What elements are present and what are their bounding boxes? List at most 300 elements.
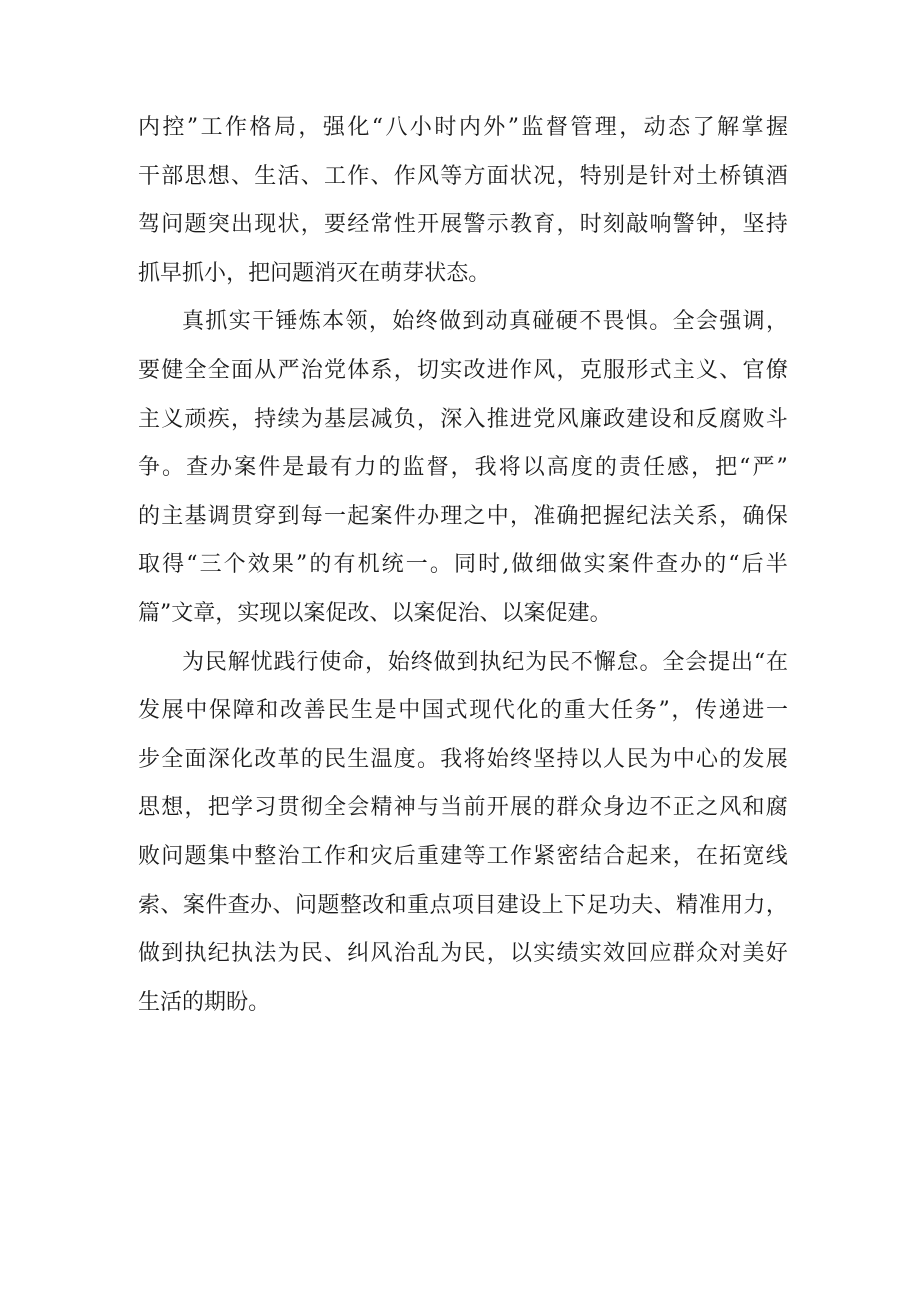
text-glyph: 下 xyxy=(564,892,587,918)
text-glyph: 僚 xyxy=(765,357,788,383)
text-glyph: 为 xyxy=(525,649,548,675)
text-glyph: 建 xyxy=(440,843,463,869)
text-glyph: 体 xyxy=(347,357,370,383)
text-glyph: 把 xyxy=(207,795,230,821)
text-glyph: 动 xyxy=(485,309,508,335)
text-glyph: 以 xyxy=(281,600,304,626)
text-glyph: 层 xyxy=(347,406,370,432)
text-glyph: 负 xyxy=(393,406,416,432)
text-glyph: 生 xyxy=(347,746,370,772)
text-glyph: 障 xyxy=(232,698,255,724)
text-glyph: 现 xyxy=(469,698,492,724)
text-glyph: 大 xyxy=(587,698,610,724)
text-glyph: 和 xyxy=(742,795,765,821)
text-glyph: 神 xyxy=(393,795,416,821)
text-glyph: 。 xyxy=(248,989,271,1015)
text-glyph: ， xyxy=(510,503,533,529)
text-glyph: 酒 xyxy=(765,163,788,189)
text-glyph: 众 xyxy=(579,795,602,821)
text-glyph: 做 xyxy=(511,552,534,578)
text-glyph: 实 xyxy=(440,357,463,383)
text-glyph: 响 xyxy=(649,212,672,238)
text-glyph: 改 xyxy=(362,892,385,918)
text-glyph: 实 xyxy=(228,309,251,335)
text-glyph: 系 xyxy=(370,357,393,383)
text-glyph: 把 xyxy=(715,455,738,481)
text-glyph: 有 xyxy=(333,552,356,578)
text-glyph: 的 xyxy=(309,552,332,578)
text-glyph: 整 xyxy=(254,843,277,869)
text-glyph: 案 xyxy=(303,600,326,626)
text-line xyxy=(138,687,788,736)
text-glyph: 状 xyxy=(277,212,300,238)
text-glyph: 到 xyxy=(161,941,184,967)
text-glyph: 章 xyxy=(193,600,216,626)
text-glyph: 建 xyxy=(626,406,649,432)
text-glyph: 在 xyxy=(696,843,719,869)
text-glyph: 开 xyxy=(417,212,440,238)
text-glyph: 起 xyxy=(626,843,649,869)
text-glyph: 的 xyxy=(378,455,401,481)
text-glyph: 将 xyxy=(498,455,521,481)
text-glyph: 革 xyxy=(277,746,300,772)
text-glyph: 会 xyxy=(347,795,370,821)
text-glyph: 作 xyxy=(393,163,416,189)
text-glyph: 到 xyxy=(456,649,479,675)
text-glyph: 时 xyxy=(579,212,602,238)
text-glyph: 案 xyxy=(370,503,393,529)
text-glyph: 习 xyxy=(254,795,277,821)
text-glyph: 风 xyxy=(556,406,579,432)
text-glyph: 、 xyxy=(370,163,393,189)
text-glyph: 力 xyxy=(354,455,377,481)
text-glyph: 经 xyxy=(347,212,370,238)
text-glyph: 任 xyxy=(642,455,665,481)
text-glyph: 常 xyxy=(370,212,393,238)
text-glyph: 实 xyxy=(579,941,602,967)
text-glyph: 传 xyxy=(694,698,717,724)
text-glyph: 查 xyxy=(655,552,678,578)
text-glyph: 做 xyxy=(433,649,456,675)
text-glyph: 建 xyxy=(496,892,519,918)
text-glyph: 以 xyxy=(501,600,524,626)
text-glyph: 执 xyxy=(231,941,254,967)
text-glyph: 态 xyxy=(446,260,469,286)
text-glyph: 。 xyxy=(417,746,440,772)
text-glyph: 保 xyxy=(208,698,231,724)
text-glyph: 桥 xyxy=(719,163,742,189)
text-glyph: 之 xyxy=(696,795,719,821)
text-glyph: 督 xyxy=(545,115,568,140)
text-glyph: 争 xyxy=(138,455,161,481)
text-glyph: 文 xyxy=(171,600,194,626)
text-glyph: 重 xyxy=(417,843,440,869)
text-line xyxy=(138,979,788,1028)
text-glyph: 出 xyxy=(231,212,254,238)
text-glyph: 夫 xyxy=(631,892,654,918)
text-glyph: 当 xyxy=(440,795,463,821)
text-glyph: ， xyxy=(765,309,788,335)
text-glyph: 、 xyxy=(479,600,502,626)
text-glyph: 集 xyxy=(207,843,230,869)
text-glyph: 全 xyxy=(184,357,207,383)
text-glyph: 硬 xyxy=(555,309,578,335)
text-glyph: 等 xyxy=(463,843,486,869)
text-glyph: 来 xyxy=(649,843,672,869)
text-glyph: 三 xyxy=(199,552,222,578)
text-glyph: 治 xyxy=(277,843,300,869)
text-glyph: 斗 xyxy=(765,406,788,432)
text-glyph: ， xyxy=(719,503,742,529)
text-glyph: 调 xyxy=(207,503,230,529)
text-glyph: 出 xyxy=(731,649,754,675)
text-glyph: 坚 xyxy=(742,212,765,238)
text-glyph: 纪 xyxy=(207,941,230,967)
text-glyph: 做 xyxy=(559,552,582,578)
text-line xyxy=(138,639,788,688)
text-glyph: 方 xyxy=(463,163,486,189)
text-glyph: 内 xyxy=(138,115,161,140)
text-glyph: 风 xyxy=(417,163,440,189)
text-glyph: “ xyxy=(371,115,384,140)
text-glyph: 的 xyxy=(704,552,727,578)
text-glyph: 警 xyxy=(672,212,695,238)
text-line xyxy=(138,736,788,785)
text-glyph: 基 xyxy=(324,406,347,432)
text-glyph: 务 xyxy=(634,698,657,724)
text-glyph: 风 xyxy=(370,941,393,967)
text-glyph: 重 xyxy=(407,892,430,918)
text-glyph: 期 xyxy=(204,989,227,1015)
text-glyph: 目 xyxy=(474,892,497,918)
text-glyph: 终 xyxy=(510,746,533,772)
text-glyph: 政 xyxy=(603,406,626,432)
text-glyph: 、 xyxy=(719,357,742,383)
text-glyph: 持 xyxy=(765,212,788,238)
text-glyph: 问 xyxy=(161,212,184,238)
text-glyph: 驾 xyxy=(138,212,161,238)
text-glyph: 做 xyxy=(438,309,461,335)
text-glyph: 廉 xyxy=(579,406,602,432)
text-glyph: 群 xyxy=(556,795,579,821)
text-glyph: ， xyxy=(298,115,321,140)
text-glyph: 工 xyxy=(200,115,223,140)
text-glyph: 件 xyxy=(393,503,416,529)
text-glyph: 针 xyxy=(649,163,672,189)
text-line xyxy=(138,493,788,542)
text-glyph: 贯 xyxy=(277,795,300,821)
text-line xyxy=(138,784,788,833)
text-glyph: 之 xyxy=(463,503,486,529)
text-glyph: 查 xyxy=(227,892,250,918)
text-glyph: 把 xyxy=(579,503,602,529)
text-glyph: 育 xyxy=(533,212,556,238)
text-glyph: 改 xyxy=(347,600,370,626)
text-glyph: 强 xyxy=(322,115,345,140)
text-glyph: 推 xyxy=(486,406,509,432)
text-glyph: 忧 xyxy=(250,649,273,675)
text-glyph: 锤 xyxy=(275,309,298,335)
text-glyph: 健 xyxy=(161,357,184,383)
text-glyph: 。 xyxy=(639,649,662,675)
text-glyph: 践 xyxy=(273,649,296,675)
text-glyph: 发 xyxy=(742,746,765,772)
text-glyph: 线 xyxy=(765,843,788,869)
text-glyph: 案 xyxy=(413,600,436,626)
text-glyph: 的 xyxy=(594,455,617,481)
text-glyph: 惧 xyxy=(625,309,648,335)
text-glyph: 减 xyxy=(370,406,393,432)
text-glyph: 续 xyxy=(277,406,300,432)
text-glyph: 理 xyxy=(440,503,463,529)
text-glyph: 、 xyxy=(324,941,347,967)
text-glyph: 题 xyxy=(184,212,207,238)
text-glyph: 穿 xyxy=(254,503,277,529)
text-line xyxy=(138,930,788,979)
text-glyph: 严 xyxy=(277,357,300,383)
text-glyph: 、 xyxy=(369,600,392,626)
text-glyph: 懈 xyxy=(593,649,616,675)
text-glyph: 办 xyxy=(680,552,703,578)
text-glyph: 中 xyxy=(672,746,695,772)
text-glyph: 顽 xyxy=(184,406,207,432)
text-glyph: 的 xyxy=(719,746,742,772)
text-glyph: 紧 xyxy=(533,843,556,869)
text-glyph: ， xyxy=(672,843,695,869)
text-glyph: 部 xyxy=(161,163,184,189)
text-glyph: 和 xyxy=(384,892,407,918)
text-glyph: 形 xyxy=(626,357,649,383)
text-glyph: 深 xyxy=(440,406,463,432)
text-glyph: 化 xyxy=(516,698,539,724)
text-glyph: 不 xyxy=(570,649,593,675)
text-glyph: 保 xyxy=(765,503,788,529)
text-glyph: 小 xyxy=(409,115,432,140)
text-glyph: 纪 xyxy=(626,503,649,529)
text-glyph: 法 xyxy=(254,941,277,967)
text-glyph: 工 xyxy=(486,843,509,869)
text-glyph: 。 xyxy=(589,600,612,626)
text-glyph: 以 xyxy=(510,941,533,967)
text-glyph: 贯 xyxy=(231,503,254,529)
text-glyph: 面 xyxy=(231,357,254,383)
text-glyph: 畏 xyxy=(602,309,625,335)
text-glyph: 作 xyxy=(510,357,533,383)
text-glyph: 败 xyxy=(138,843,161,869)
text-glyph: 要 xyxy=(324,212,347,238)
text-glyph: 本 xyxy=(322,309,345,335)
text-glyph: 进 xyxy=(510,406,533,432)
text-glyph: 改 xyxy=(463,357,486,383)
text-glyph: 为 xyxy=(277,941,300,967)
text-glyph: 使 xyxy=(319,649,342,675)
text-glyph: 消 xyxy=(314,260,337,286)
text-glyph: 篇 xyxy=(138,600,161,626)
text-glyph: 强 xyxy=(719,309,742,335)
text-glyph: 密 xyxy=(556,843,579,869)
text-glyph: 突 xyxy=(207,212,230,238)
text-glyph: 碰 xyxy=(532,309,555,335)
text-glyph: 索 xyxy=(138,892,161,918)
text-glyph: 抓 xyxy=(182,260,205,286)
text-glyph: 真 xyxy=(509,309,532,335)
text-glyph: 败 xyxy=(742,406,765,432)
text-glyph: 化 xyxy=(231,746,254,772)
text-glyph: 确 xyxy=(742,503,765,529)
text-glyph: ， xyxy=(184,795,207,821)
text-line xyxy=(138,833,788,882)
text-glyph: 民 xyxy=(463,941,486,967)
text-glyph: 绩 xyxy=(556,941,579,967)
text-glyph: 进 xyxy=(486,357,509,383)
text-glyph: 式 xyxy=(445,698,468,724)
text-glyph: 展 xyxy=(440,212,463,238)
text-glyph: 生 xyxy=(350,698,373,724)
text-glyph: 美 xyxy=(742,941,765,967)
text-glyph: 。 xyxy=(429,552,452,578)
text-glyph: ， xyxy=(417,406,440,432)
text-glyph: 义 xyxy=(161,406,184,432)
text-glyph: 干 xyxy=(138,163,161,189)
text-glyph: ， xyxy=(691,455,714,481)
text-glyph: 想 xyxy=(161,795,184,821)
text-glyph: “ xyxy=(728,552,740,578)
text-line xyxy=(138,590,788,639)
text-glyph: 在 xyxy=(765,649,788,675)
text-glyph: 个 xyxy=(223,552,246,578)
text-glyph: 的 xyxy=(300,746,323,772)
text-glyph: 中 xyxy=(231,843,254,869)
text-glyph: 应 xyxy=(649,941,672,967)
text-glyph: 控 xyxy=(162,115,185,140)
text-glyph: 用 xyxy=(720,892,743,918)
text-glyph: 效 xyxy=(247,552,270,578)
text-glyph: 会 xyxy=(685,649,708,675)
text-glyph: 特 xyxy=(579,163,602,189)
text-glyph: 的 xyxy=(182,989,205,1015)
text-glyph: “ xyxy=(753,649,766,675)
text-glyph: 精 xyxy=(676,892,699,918)
text-glyph: 对 xyxy=(719,941,742,967)
text-glyph: 代 xyxy=(492,698,515,724)
text-glyph: 在 xyxy=(358,260,381,286)
text-glyph: 最 xyxy=(306,455,329,481)
text-glyph: 别 xyxy=(603,163,626,189)
text-glyph: 治 xyxy=(457,600,480,626)
text-glyph: “ xyxy=(739,455,751,481)
text-glyph: 促 xyxy=(435,600,458,626)
text-glyph: 纪 xyxy=(502,649,525,675)
text-glyph: 解 xyxy=(227,649,250,675)
text-glyph: 全 xyxy=(672,309,695,335)
text-glyph: 点 xyxy=(429,892,452,918)
text-glyph: 功 xyxy=(608,892,631,918)
text-glyph: 题 xyxy=(292,260,315,286)
text-glyph: 监 xyxy=(521,115,544,140)
text-glyph: 办 xyxy=(250,892,273,918)
text-glyph: 递 xyxy=(718,698,741,724)
text-glyph: 宽 xyxy=(742,843,765,869)
text-glyph: 怠 xyxy=(616,649,639,675)
text-glyph: ， xyxy=(450,455,473,481)
text-glyph: ” xyxy=(160,600,172,626)
text-glyph: 身 xyxy=(603,795,626,821)
text-glyph: 的 xyxy=(533,795,556,821)
text-glyph: 纠 xyxy=(347,941,370,967)
text-glyph: 案 xyxy=(523,600,546,626)
text-glyph: 办 xyxy=(417,503,440,529)
text-glyph: 克 xyxy=(579,357,602,383)
text-glyph: 将 xyxy=(463,746,486,772)
text-glyph: 乱 xyxy=(417,941,440,967)
text-glyph: 坚 xyxy=(533,746,556,772)
text-glyph: ， xyxy=(486,941,509,967)
text-glyph: 一 xyxy=(405,552,428,578)
text-glyph: 风 xyxy=(533,357,556,383)
text-glyph: 好 xyxy=(765,941,788,967)
text-glyph: 准 xyxy=(533,503,556,529)
text-glyph: 芽 xyxy=(402,260,425,286)
text-glyph: 改 xyxy=(254,746,277,772)
text-glyph: “ xyxy=(186,552,198,578)
text-glyph: 领 xyxy=(345,309,368,335)
text-glyph: 真 xyxy=(182,309,205,335)
text-glyph: 件 xyxy=(631,552,654,578)
text-glyph: 问 xyxy=(270,260,293,286)
text-glyph: 问 xyxy=(294,892,317,918)
text-glyph: 抓 xyxy=(138,260,161,286)
text-glyph: 想 xyxy=(207,163,230,189)
text-glyph: 等 xyxy=(440,163,463,189)
text-glyph: 建 xyxy=(567,600,590,626)
text-glyph: 握 xyxy=(603,503,626,529)
text-glyph: 案 xyxy=(182,892,205,918)
text-glyph: 高 xyxy=(546,455,569,481)
text-glyph: 始 xyxy=(387,649,410,675)
text-glyph: ” xyxy=(658,698,670,724)
text-line xyxy=(138,298,788,347)
text-glyph: ， xyxy=(231,406,254,432)
text-glyph: 疾 xyxy=(207,406,230,432)
text-glyph: 现 xyxy=(254,212,277,238)
text-glyph: 彻 xyxy=(300,795,323,821)
text-glyph: 教 xyxy=(510,212,533,238)
text-glyph: 项 xyxy=(451,892,474,918)
text-glyph: 细 xyxy=(535,552,558,578)
text-glyph: 温 xyxy=(370,746,393,772)
text-glyph: 感 xyxy=(667,455,690,481)
text-glyph: 系 xyxy=(696,503,719,529)
text-glyph: ， xyxy=(226,260,249,286)
text-glyph: 示 xyxy=(486,212,509,238)
text-glyph: 与 xyxy=(417,795,440,821)
text-glyph: 民 xyxy=(548,649,571,675)
text-glyph: 展 xyxy=(510,795,533,821)
text-glyph: 取 xyxy=(138,552,161,578)
text-glyph: 党 xyxy=(324,357,347,383)
text-glyph: 民 xyxy=(327,698,350,724)
text-glyph: 从 xyxy=(254,357,277,383)
text-glyph: 腐 xyxy=(719,406,742,432)
text-glyph: 管 xyxy=(570,115,593,140)
text-glyph: 办 xyxy=(210,455,233,481)
text-glyph: 小 xyxy=(204,260,227,286)
text-line xyxy=(138,444,788,493)
text-glyph: 度 xyxy=(570,455,593,481)
text-glyph: 掌 xyxy=(741,115,764,140)
text-glyph: 、 xyxy=(160,892,183,918)
text-glyph: 实 xyxy=(583,552,606,578)
